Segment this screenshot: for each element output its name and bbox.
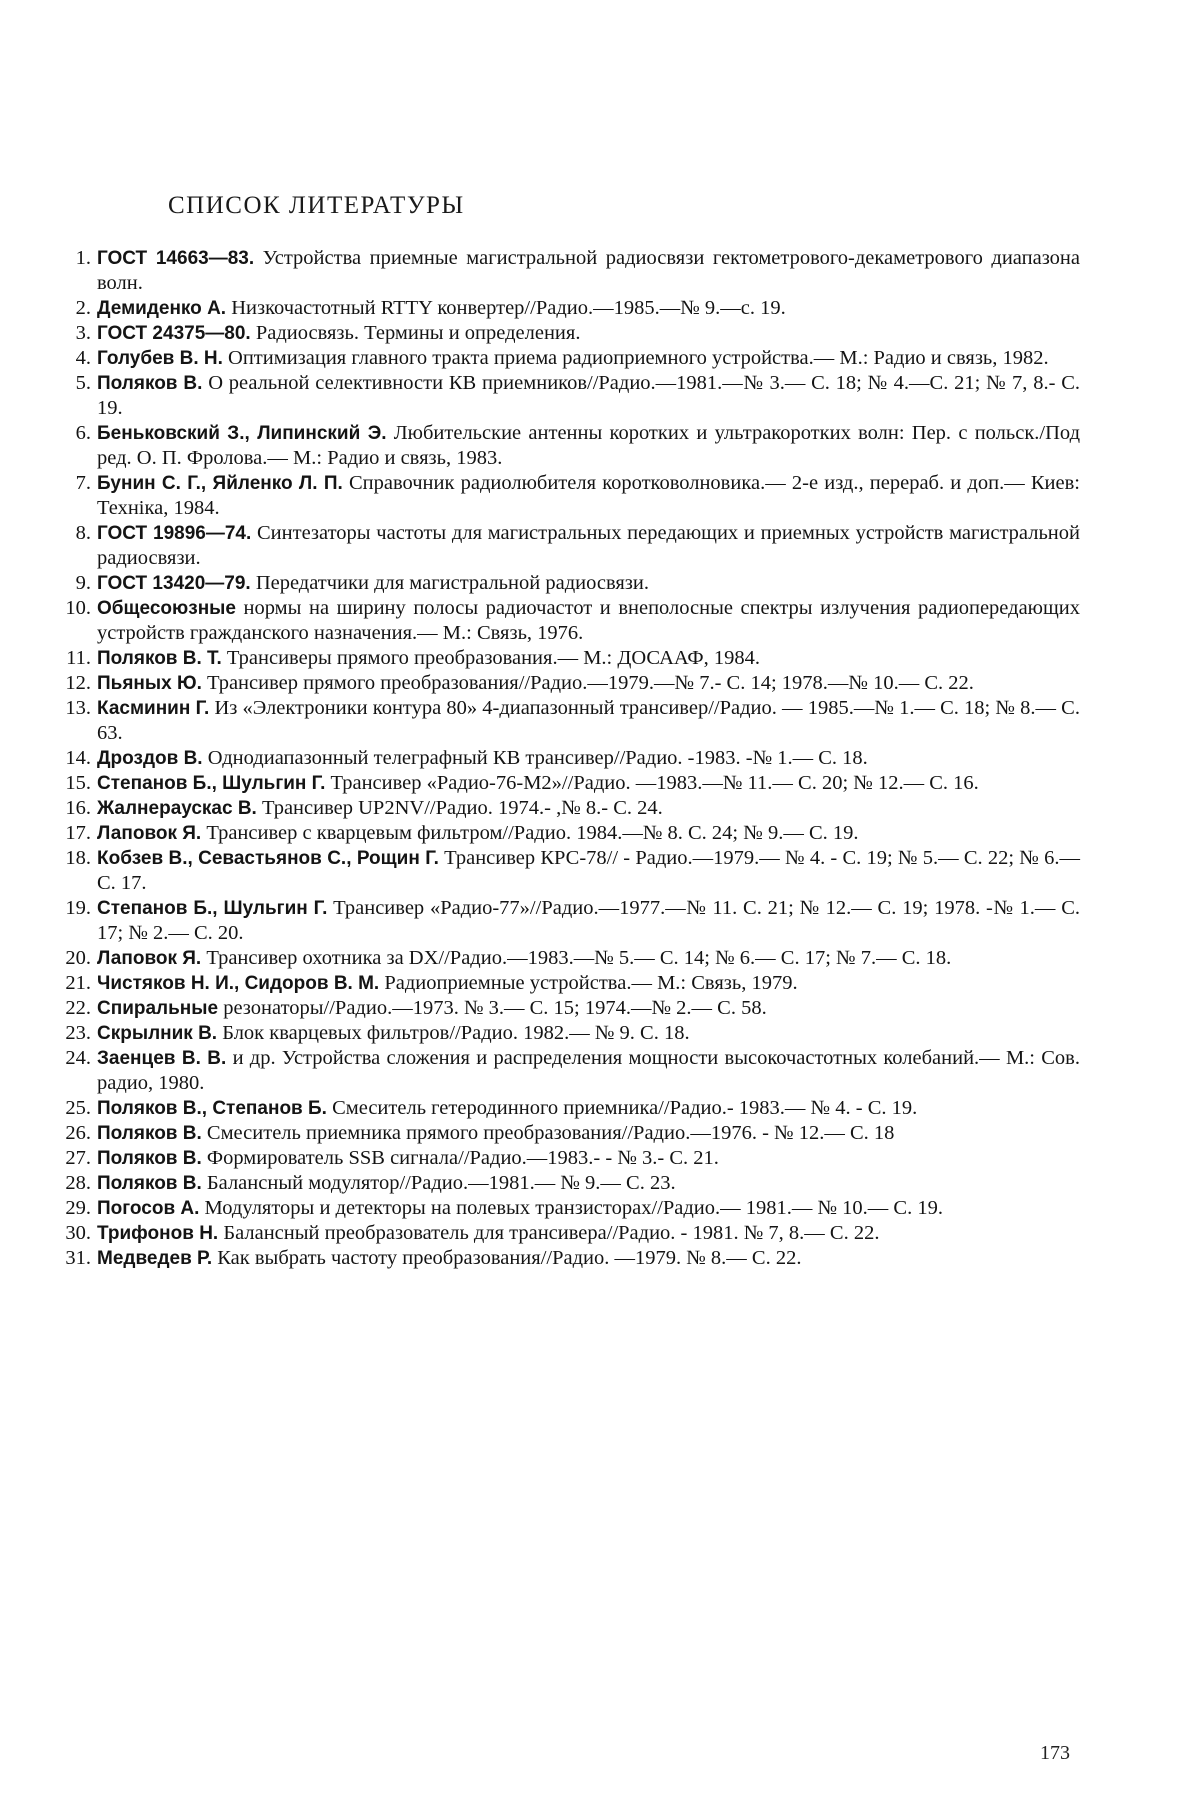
reference-body	[97, 971, 1080, 996]
reference-body	[97, 571, 1080, 596]
reference-number: 19.	[65, 897, 91, 919]
reference-number: 17.	[65, 822, 91, 844]
reference-number: 13.	[65, 697, 91, 719]
reference-text: нормы на ширину полосы радиочастот и внеполосные спектры излучения радиопередающих устройств гражданского назначения.— М.: Связь, 1976.	[97, 597, 1080, 644]
reference-body	[97, 1046, 1080, 1096]
reference-author: Поляков В. Т.	[97, 648, 222, 669]
reference-list	[40, 246, 1080, 1271]
reference-text: Балансный модулятор//Радио.—1981.— № 9.— С. 23.	[201, 1172, 676, 1194]
reference-item	[40, 1096, 1080, 1121]
reference-author: Степанов Б., Шульгин Г.	[97, 898, 328, 919]
reference-body	[97, 896, 1080, 946]
reference-author: Бунин С. Г., Яйленко Л. П.	[97, 473, 343, 494]
reference-author: ГОСТ 14663—83.	[97, 248, 255, 269]
reference-author: Жалнераускас В.	[97, 798, 257, 819]
reference-text: Трансивер КРС-78// - Радио.—1979.— № 4. - С. 19; № 5.— С. 22; № 6.— С. 17.	[97, 847, 1080, 894]
reference-number: 7.	[75, 472, 91, 494]
reference-body	[97, 996, 1080, 1021]
reference-item	[40, 846, 1080, 896]
reference-body	[97, 1196, 1080, 1221]
reference-text: Трансивер «Радио-77»//Радио.—1977.—№ 11. С. 21; № 12.— С. 19; 1978. -№ 1.— С. 17; № 2.— С. 20.	[97, 897, 1080, 944]
reference-number: 2.	[75, 297, 91, 319]
reference-item	[40, 421, 1080, 471]
reference-text: Синтезаторы частоты для магистральных передающих и приемных устройств магистральной радиосвязи.	[97, 522, 1080, 569]
reference-number: 14.	[65, 747, 91, 769]
reference-number: 6.	[75, 422, 91, 444]
reference-item	[40, 596, 1080, 646]
reference-body	[97, 371, 1080, 421]
reference-body	[97, 846, 1080, 896]
reference-text: Радиосвязь. Термины и определения.	[250, 322, 581, 344]
reference-item	[40, 346, 1080, 371]
reference-item	[40, 971, 1080, 996]
reference-body	[97, 596, 1080, 646]
reference-number: 21.	[65, 972, 91, 994]
reference-author: Дроздов В.	[97, 748, 203, 769]
reference-body	[97, 1121, 1080, 1146]
reference-number: 15.	[65, 772, 91, 794]
reference-item	[40, 746, 1080, 771]
reference-body	[97, 246, 1080, 296]
reference-item	[40, 821, 1080, 846]
reference-number: 5.	[75, 372, 91, 394]
reference-number: 29.	[65, 1197, 91, 1219]
reference-text: Трансивер UP2NV//Радио. 1974.- ,№ 8.- С. 24.	[256, 797, 663, 819]
reference-text: Однодиапазонный телеграфный КВ трансивер//Радио. -1983. -№ 1.— С. 18.	[202, 747, 868, 769]
reference-number: 23.	[65, 1022, 91, 1044]
reference-item	[40, 471, 1080, 521]
reference-body	[97, 946, 1080, 971]
reference-text: Модуляторы и детекторы на полевых транзисторах//Радио.— 1981.— № 10.— С. 19.	[199, 1197, 943, 1219]
reference-body	[97, 1096, 1080, 1121]
reference-item	[40, 996, 1080, 1021]
reference-author: Демиденко А.	[97, 298, 227, 319]
reference-item	[40, 771, 1080, 796]
reference-number: 8.	[75, 522, 91, 544]
reference-author: Кобзев В., Севастьянов С., Рощин Г.	[97, 848, 439, 869]
reference-text: Балансный преобразователь для трансивера//Радио. - 1981. № 7, 8.— С. 22.	[218, 1222, 880, 1244]
reference-number: 18.	[65, 847, 91, 869]
reference-item	[40, 321, 1080, 346]
reference-number: 10.	[65, 597, 91, 619]
reference-item	[40, 946, 1080, 971]
reference-author: Медведев Р.	[97, 1248, 213, 1269]
reference-body	[97, 321, 1080, 346]
reference-number: 28.	[65, 1172, 91, 1194]
reference-text: Трансивер охотника за DX//Радио.—1983.—№ 5.— С. 14; № 6.— С. 17; № 7.— С. 18.	[201, 947, 952, 969]
reference-text: резонаторы//Радио.—1973. № 3.— С. 15; 1974.—№ 2.— С. 58.	[218, 997, 767, 1019]
reference-item	[40, 646, 1080, 671]
reference-text: О реальной селективности КВ приемников//Радио.—1981.—№ 3.— С. 18; № 4.—С. 21; № 7, 8.- С. 19.	[97, 372, 1080, 419]
reference-body	[97, 796, 1080, 821]
reference-body	[97, 646, 1080, 671]
reference-body	[97, 821, 1080, 846]
reference-text: Смеситель приемника прямого преобразования//Радио.—1976. - № 12.— С. 18	[201, 1122, 895, 1144]
reference-author: Поляков В.	[97, 1173, 202, 1194]
reference-item	[40, 246, 1080, 296]
reference-number: 30.	[65, 1222, 91, 1244]
reference-author: Скрылник В.	[97, 1023, 218, 1044]
reference-author: Поляков В.	[97, 1123, 202, 1144]
reference-text: Трансивер прямого преобразования//Радио.—1979.—№ 7.- С. 14; 1978.—№ 10.— С. 22.	[201, 672, 974, 694]
reference-item	[40, 1171, 1080, 1196]
reference-text: Трансиверы прямого преобразования.— М.: ДОСААФ, 1984.	[221, 647, 760, 669]
reference-item	[40, 1196, 1080, 1221]
reference-body	[97, 521, 1080, 571]
reference-item	[40, 371, 1080, 421]
reference-body	[97, 1146, 1080, 1171]
reference-number: 22.	[65, 997, 91, 1019]
reference-author: ГОСТ 13420—79.	[97, 573, 251, 594]
reference-author: Общесоюзные	[97, 598, 236, 619]
reference-author: Беньковский З., Липинский Э.	[97, 423, 387, 444]
reference-number: 9.	[75, 572, 91, 594]
reference-body	[97, 421, 1080, 471]
reference-body	[97, 1171, 1080, 1196]
reference-body	[97, 1021, 1080, 1046]
reference-text: Трансивер с кварцевым фильтром//Радио. 1984.—№ 8. С. 24; № 9.— С. 19.	[201, 822, 859, 844]
reference-text: Формирователь SSB сигнала//Радио.—1983.- - № 3.- С. 21.	[201, 1147, 719, 1169]
reference-text: Трансивер «Радио-76-М2»//Радио. —1983.—№ 11.— С. 20; № 12.— С. 16.	[325, 772, 979, 794]
reference-body	[97, 346, 1080, 371]
reference-item	[40, 1221, 1080, 1246]
reference-text: Справочник радиолюбителя коротковолновика.— 2-е изд., перераб. и доп.— Киев: Техніка, 1984.	[97, 472, 1080, 519]
reference-item	[40, 571, 1080, 596]
reference-author: Пьяных Ю.	[97, 673, 202, 694]
reference-author: Степанов Б., Шульгин Г.	[97, 773, 326, 794]
reference-number: 16.	[65, 797, 91, 819]
reference-number: 12.	[65, 672, 91, 694]
reference-body	[97, 1221, 1080, 1246]
reference-author: Поляков В.	[97, 1148, 202, 1169]
reference-text: Из «Электроники контура 80» 4-диапазонный трансивер//Радио. — 1985.—№ 1.— С. 18; № 8.— С. 63.	[97, 697, 1080, 744]
reference-number: 11.	[66, 647, 91, 669]
reference-body	[97, 1246, 1080, 1271]
reference-item	[40, 696, 1080, 746]
reference-number: 27.	[65, 1147, 91, 1169]
reference-text: Передатчики для магистральной радиосвязи.	[250, 572, 649, 594]
reference-number: 24.	[65, 1047, 91, 1069]
reference-number: 3.	[75, 322, 91, 344]
reference-body	[97, 696, 1080, 746]
reference-item	[40, 296, 1080, 321]
reference-item	[40, 671, 1080, 696]
reference-text: Устройства приемные магистральной радиосвязи гектометрового-декаметрового диапазона волн.	[97, 247, 1081, 294]
reference-author: Лаповок Я.	[97, 823, 202, 844]
reference-author: Погосов А.	[97, 1198, 200, 1219]
reference-text: и др. Устройства сложения и распределения мощности высокочастотных колебаний.— М.: Сов. радио, 1980.	[97, 1047, 1080, 1094]
reference-body	[97, 471, 1080, 521]
reference-item	[40, 796, 1080, 821]
reference-text: Оптимизация главного тракта приема радиоприемного устройства.— М.: Радио и связь, 1982.	[222, 347, 1049, 369]
reference-author: Лаповок Я.	[97, 948, 202, 969]
reference-number: 31.	[65, 1247, 91, 1269]
reference-text: Блок кварцевых фильтров//Радио. 1982.— № 9. С. 18.	[217, 1022, 690, 1044]
reference-number: 26.	[65, 1122, 91, 1144]
reference-text: Низкочастотный RTTY конвертер//Радио.—1985.—№ 9.—с. 19.	[226, 297, 786, 319]
reference-item	[40, 1021, 1080, 1046]
reference-body	[97, 296, 1080, 321]
reference-author: Чистяков Н. И., Сидоров В. М.	[97, 973, 380, 994]
reference-author: Касминин Г.	[97, 698, 210, 719]
reference-number: 4.	[75, 347, 91, 369]
reference-text: Как выбрать частоту преобразования//Радио. —1979. № 8.— С. 22.	[212, 1247, 802, 1269]
reference-author: Спиральные	[97, 998, 219, 1019]
reference-author: ГОСТ 19896—74.	[97, 523, 252, 544]
reference-number: 25.	[65, 1097, 91, 1119]
reference-author: Поляков В.	[97, 373, 203, 394]
reference-author: Голубев В. Н.	[97, 348, 223, 369]
reference-item	[40, 1246, 1080, 1271]
reference-author: Заенцев В. В.	[97, 1048, 227, 1069]
reference-body	[97, 746, 1080, 771]
reference-item	[40, 1046, 1080, 1096]
reference-number: 20.	[65, 947, 91, 969]
reference-author: ГОСТ 24375—80.	[97, 323, 251, 344]
reference-author: Трифонов Н.	[97, 1223, 219, 1244]
page-number: 173	[1040, 1742, 1070, 1764]
reference-number: 1.	[75, 247, 91, 269]
page-title: СПИСОК ЛИТЕРАТУРЫ	[168, 192, 465, 219]
reference-item	[40, 896, 1080, 946]
reference-item	[40, 521, 1080, 571]
reference-text: Любительские антенны коротких и ультракоротких волн: Пер. с польск./Под ред. О. П. Фролова.— М.: Радио и связь, 1983.	[97, 422, 1080, 469]
reference-item	[40, 1121, 1080, 1146]
reference-author: Поляков В., Степанов Б.	[97, 1098, 327, 1119]
reference-item	[40, 1146, 1080, 1171]
reference-body	[97, 771, 1080, 796]
reference-body	[97, 671, 1080, 696]
reference-text: Смеситель гетеродинного приемника//Радио.- 1983.— № 4. - С. 19.	[326, 1097, 918, 1119]
reference-text: Радиоприемные устройства.— М.: Связь, 1979.	[379, 972, 798, 994]
